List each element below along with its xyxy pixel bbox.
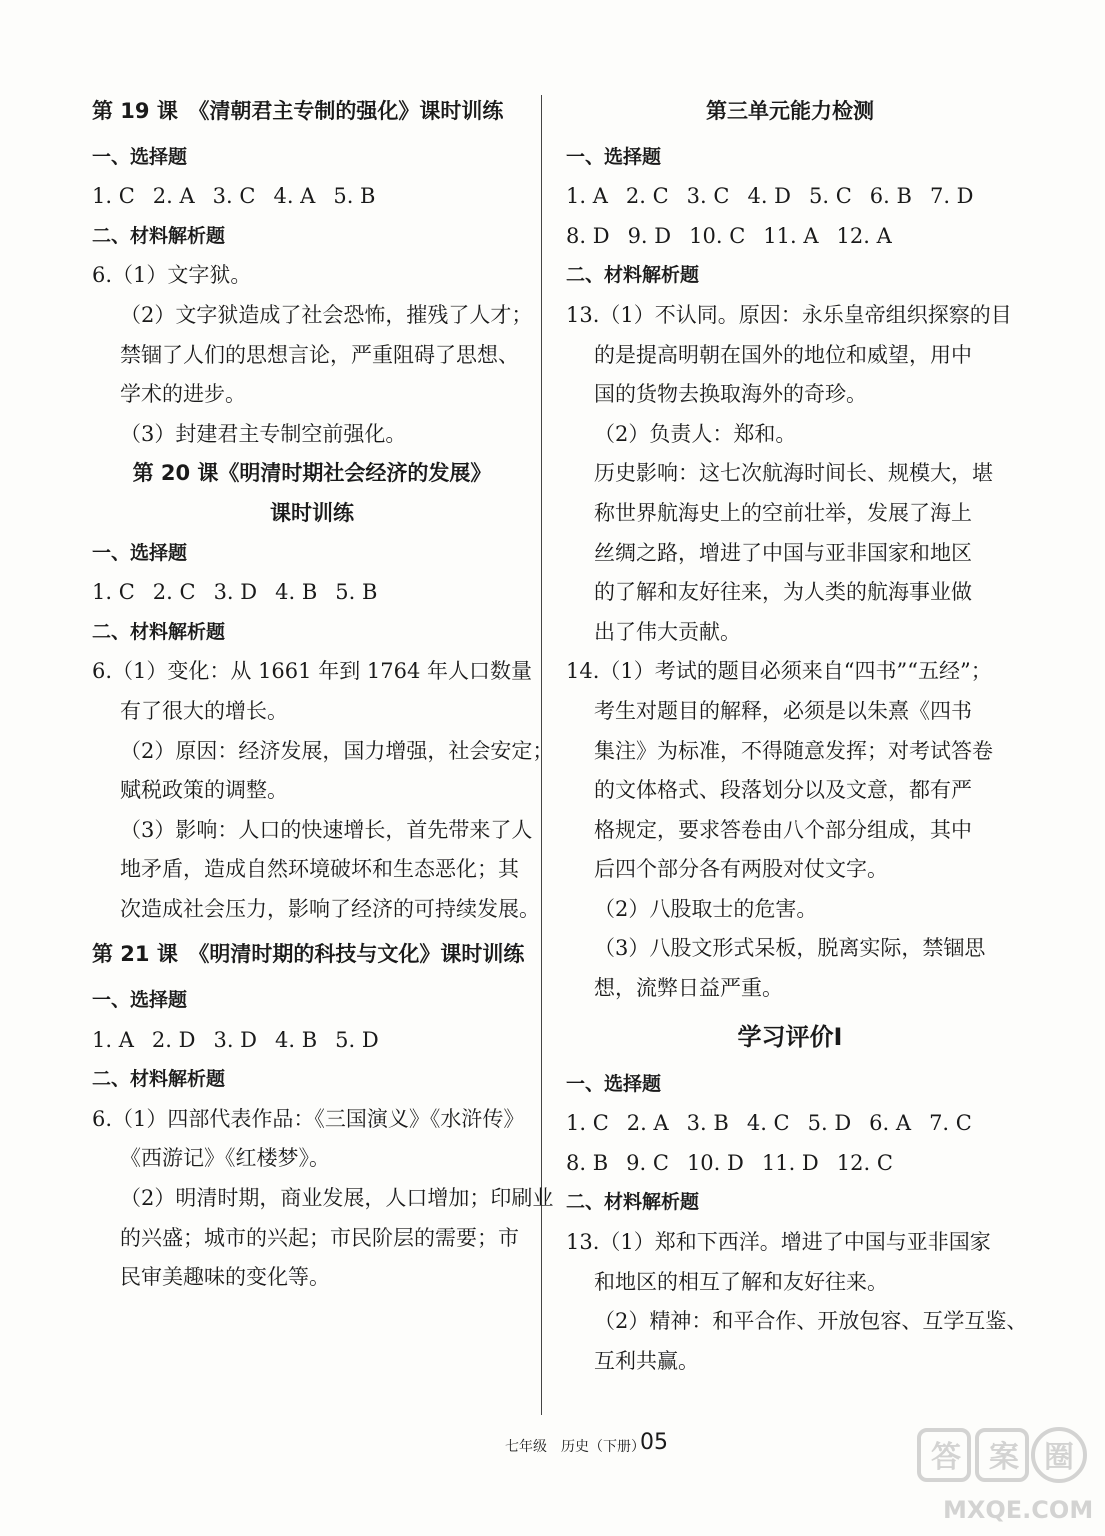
answer: 5. B	[333, 184, 376, 209]
unit-3-title: 第三单元能力检测	[706, 99, 874, 123]
answer-line: 14.（1）考试的题目必须来自“四书”“五经”；	[566, 659, 992, 684]
answer-line: 历史影响：这七次航海时间长、规模大，堪	[594, 461, 993, 486]
answer: 7. C	[929, 1111, 972, 1136]
right-column	[566, 92, 1028, 1381]
unit-3-choice-answers-row2	[566, 217, 1014, 257]
answer: 4. B	[275, 1027, 318, 1052]
answer: 2. A	[152, 184, 195, 209]
answer-line: （2）负责人：郑和。	[594, 421, 797, 446]
answer: 4. C	[746, 1111, 790, 1136]
answer: 7. D	[929, 184, 974, 209]
answer: 1. C	[92, 184, 135, 209]
answer: 6. B	[869, 184, 912, 209]
answer: 3. B	[686, 1111, 729, 1136]
answer: 12. A	[836, 223, 892, 248]
answer: 2. C	[152, 580, 196, 605]
eval-choice-answers-row2	[566, 1144, 1014, 1184]
answer: 6. A	[869, 1111, 912, 1136]
answer-line: 6.（1）文字狱。	[92, 263, 252, 288]
answer: 5. B	[335, 580, 378, 605]
answer-line: 集注》为标准，不得随意发挥；对考试答卷	[594, 738, 993, 763]
answer-line: （2）八股取士的危害。	[594, 896, 818, 921]
answer: 9. D	[627, 223, 672, 248]
answer: 3. C	[212, 184, 256, 209]
answer: 8. D	[566, 223, 610, 248]
eval-choice-heading: 一、选择题	[566, 1072, 662, 1095]
answer-line: 有了很大的增长。	[120, 698, 288, 723]
eval-material-heading: 二、材料解析题	[566, 1191, 700, 1214]
answer: 1. A	[92, 1027, 134, 1052]
svg-text:圈: 圈	[1044, 1440, 1074, 1475]
answer: 1. C	[566, 1111, 609, 1136]
answer-line: 出了伟大贡献。	[594, 619, 741, 644]
answer-line: 考生对题目的解释，必须是以朱熹《四书	[594, 698, 972, 723]
answer-line: 后四个部分各有两股对仗文字。	[594, 857, 888, 882]
left-column	[92, 92, 554, 1298]
lesson-20-title: 第 20 课《明清时期社会经济的发展》	[132, 461, 492, 486]
lesson-20-subtitle: 课时训练	[270, 500, 354, 525]
answer: 5. D	[335, 1027, 379, 1052]
lesson-20-choice-answers	[92, 573, 532, 613]
answer-line: 13.（1）郑和下西洋。增进了中国与亚非国家	[566, 1230, 991, 1255]
answer: 1. A	[566, 184, 608, 209]
lesson-19-choice-heading: 一、选择题	[92, 145, 188, 168]
answer: 10. D	[686, 1150, 744, 1175]
answer-line: 的兴盛；城市的兴起；市民阶层的需要；市	[120, 1225, 519, 1250]
answer-line: 13.（1）不认同。原因：永乐皇帝组织探察的目	[566, 302, 1012, 327]
lesson-19-title: 第 19 课 《清朝君主专制的强化》课时训练	[92, 99, 504, 123]
answer: 10. C	[689, 223, 746, 248]
answer-line: 国的货物去换取海外的奇珍。	[594, 382, 867, 407]
answer: 2. C	[625, 184, 669, 209]
answer-line: （2）原因：经济发展，国力增强，社会安定；	[120, 738, 554, 763]
answer-line: 6.（1）变化：从 1661 年到 1764 年人口数量	[92, 659, 532, 684]
answer-line: （2）明清时期，商业发展，人口增加；印刷业	[120, 1186, 554, 1211]
unit-3-choice-answers-row1	[566, 177, 1014, 217]
eval-choice-answers-row1	[566, 1104, 1014, 1144]
answer-line: 《西游记》《红楼梦》。	[120, 1146, 330, 1171]
answer: 1. C	[92, 580, 135, 605]
answer: 2. A	[626, 1111, 669, 1136]
answer-line: 民审美趣味的变化等。	[120, 1265, 330, 1290]
answer-line: 的了解和友好往来，为人类的航海事业做	[594, 580, 972, 605]
svg-text:MXQE.COM: MXQE.COM	[943, 1496, 1093, 1524]
answer: 11. D	[761, 1150, 819, 1175]
lesson-20-choice-heading: 一、选择题	[92, 541, 188, 564]
lesson-20-material-heading: 二、材料解析题	[92, 620, 226, 643]
answer: 4. B	[275, 580, 318, 605]
answer: 9. C	[626, 1150, 669, 1175]
lesson-19-material-heading: 二、材料解析题	[92, 224, 226, 247]
answer-line: （3）八股文形式呆板，脱离实际，禁锢思	[594, 936, 986, 961]
answer-line: 丝绸之路，增进了中国与亚非国家和地区	[594, 540, 972, 565]
answer-line: 禁锢了人们的思想言论，严重阻碍了思想、	[120, 342, 519, 367]
answer: 5. D	[807, 1111, 852, 1136]
answer-line: 6.（1）四部代表作品：《三国演义》《水浒传》	[92, 1106, 525, 1131]
answer-line: 赋税政策的调整。	[120, 778, 288, 803]
answer: 3. D	[213, 1027, 258, 1052]
lesson-21-material-heading: 二、材料解析题	[92, 1068, 226, 1091]
answer-line: 学术的进步。	[120, 382, 246, 407]
footer-grade-subject: 七年级 历史（下册）	[505, 1439, 645, 1455]
lesson-21-choice-answers	[92, 1021, 532, 1061]
answer-line: （3）影响：人口的快速增长，首先带来了人	[120, 817, 533, 842]
unit-3-material-heading: 二、材料解析题	[566, 264, 700, 287]
page-number: 05	[640, 1430, 668, 1455]
answer: 3. C	[686, 184, 730, 209]
answer: 4. A	[273, 184, 316, 209]
answer: 5. C	[809, 184, 852, 209]
watermark-logo	[913, 1422, 1093, 1532]
answer-line: 的文体格式、段落划分以及文意，都有严	[594, 778, 972, 803]
answer: 11. A	[763, 223, 819, 248]
answer-line: 次造成社会压力，影响了经济的可持续发展。	[120, 896, 540, 921]
answer: 2. D	[151, 1027, 196, 1052]
answer-line: （2）精神：和平合作、开放包容、互学互鉴、	[594, 1309, 1028, 1334]
unit-3-choice-heading: 一、选择题	[566, 145, 662, 168]
answer-line: 地矛盾，造成自然环境破坏和生态恶化；其	[120, 857, 519, 882]
answer: 8. B	[566, 1150, 609, 1175]
lesson-19-choice-answers	[92, 177, 532, 217]
answer-line: 的是提高明朝在国外的地位和威望，用中	[594, 342, 972, 367]
answer-line: （3）封建君主专制空前强化。	[120, 421, 407, 446]
answer-line: （2）文字狱造成了社会恐怖，摧残了人才；	[120, 302, 533, 327]
answer: 12. C	[836, 1150, 893, 1175]
answer: 4. D	[747, 184, 792, 209]
answer: 3. D	[213, 580, 258, 605]
svg-text:案: 案	[989, 1440, 1019, 1475]
answer-line: 格规定，要求答卷由八个部分组成，其中	[594, 817, 972, 842]
answer-line: 称世界航海史上的空前壮举，发展了海上	[594, 500, 972, 525]
learning-evaluation-title: 学习评价Ⅰ	[737, 1022, 843, 1051]
svg-text:答: 答	[931, 1440, 961, 1475]
lesson-21-title: 第 21 课 《明清时期的科技与文化》课时训练	[92, 942, 525, 967]
answer-line: 想，流弊日益严重。	[594, 976, 783, 1001]
answer-line: 互利共赢。	[594, 1348, 699, 1373]
lesson-21-choice-heading: 一、选择题	[92, 989, 188, 1012]
answer-line: 和地区的相互了解和友好往来。	[594, 1269, 888, 1294]
